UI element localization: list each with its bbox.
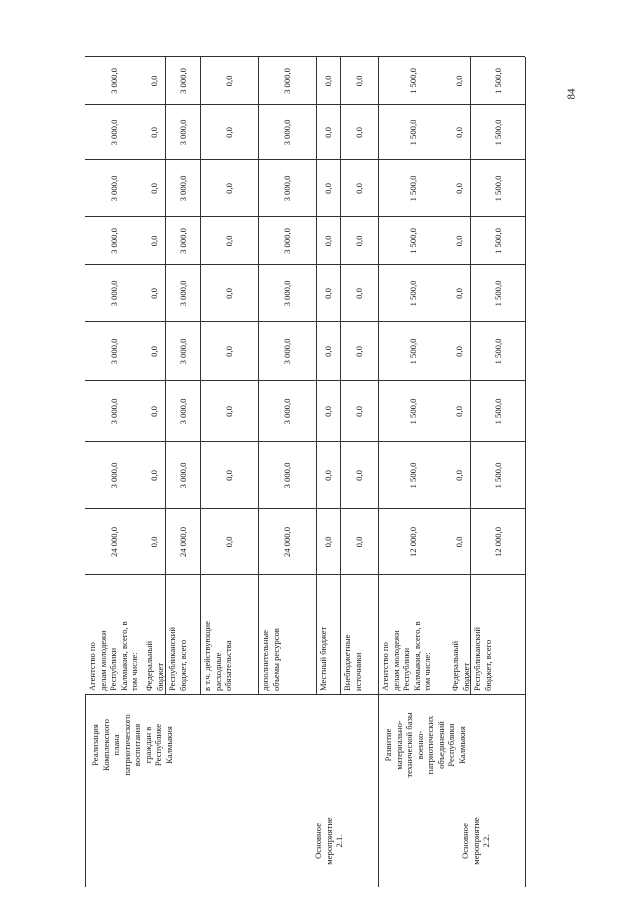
value-cell: 1 500,0: [408, 228, 418, 254]
value-cell: 1 500,0: [408, 175, 418, 202]
row-divider: [525, 57, 526, 695]
value-cell: 12 000,0: [492, 526, 503, 558]
source-label: Федеральный бюджет: [144, 640, 165, 691]
value-cell: 12 000,0: [408, 526, 418, 558]
value-cell: 0,0: [354, 183, 364, 194]
value-cell: 0,0: [454, 235, 464, 247]
value-cell: 0,0: [148, 288, 159, 299]
value-cell: 0,0: [148, 406, 159, 417]
row-divider: [378, 57, 379, 695]
value-cell: 0,0: [454, 75, 464, 87]
value-cell: 0,0: [323, 127, 333, 138]
value-cell: 3 000,0: [108, 175, 119, 202]
value-cell: 3 000,0: [108, 228, 119, 254]
value-cell: 0,0: [454, 536, 464, 548]
row-divider: [165, 57, 166, 695]
source-label: Агентство по делам молодежи Республики Калмыкия, всего, в том числе:: [380, 621, 432, 691]
value-cell: 0,0: [323, 536, 333, 548]
value-cell: 0,0: [148, 127, 159, 138]
event-name: Реализация Комплексного плана патриотического воспитания граждан в Республике Калмыкия: [90, 714, 174, 776]
value-cell: 0,0: [148, 346, 159, 357]
value-cell: 0,0: [224, 346, 234, 357]
source-label: Федеральный бюджет: [450, 640, 471, 691]
value-cell: 0,0: [354, 406, 364, 417]
value-cell: 3 000,0: [282, 175, 292, 202]
value-cell: 0,0: [323, 288, 333, 299]
value-cell: 3 000,0: [282, 228, 292, 254]
value-cell: 0,0: [454, 127, 464, 138]
source-label: Республиканский бюджет, всего: [167, 627, 188, 691]
row-divider: [258, 57, 259, 695]
value-cell: 3 000,0: [177, 68, 188, 94]
source-label: дополнительные объемы ресурсов: [260, 628, 281, 691]
value-cell: 0,0: [148, 536, 159, 548]
value-cell: 0,0: [454, 470, 464, 481]
value-cell: 0,0: [454, 183, 464, 194]
event-label: Основное мероприятие 2.1.: [313, 817, 344, 865]
source-label: Внебюджетные источники: [342, 634, 363, 691]
value-cell: 3 000,0: [177, 280, 188, 307]
value-cell: 0,0: [323, 235, 333, 247]
value-cell: 3 000,0: [282, 338, 292, 365]
row-divider: [340, 57, 341, 695]
event-name: Развитие материально- технической базы военно- патриотических объединений Республики Калмыкия: [383, 712, 467, 778]
value-cell: 0,0: [354, 75, 364, 87]
value-cell: 0,0: [354, 288, 364, 299]
value-cell: 1 500,0: [408, 462, 418, 489]
source-label: Местный бюджет: [318, 626, 328, 691]
column-divider: [85, 508, 525, 509]
value-cell: 0,0: [224, 235, 234, 247]
value-cell: 0,0: [354, 470, 364, 481]
value-cell: 1 500,0: [492, 338, 503, 365]
value-cell: 0,0: [323, 346, 333, 357]
value-cell: 3 000,0: [282, 398, 292, 425]
value-cell: 0,0: [148, 75, 159, 87]
value-cell: 0,0: [454, 346, 464, 357]
value-cell: 1 500,0: [492, 462, 503, 489]
value-cell: 1 500,0: [408, 280, 418, 307]
value-cell: 0,0: [454, 288, 464, 299]
value-cell: 0,0: [454, 406, 464, 417]
source-label: Агентство по делам молодежи Республики Калмыкия, всего, в том числе:: [87, 621, 139, 691]
value-cell: 1 500,0: [408, 338, 418, 365]
value-cell: 3 000,0: [177, 119, 188, 146]
value-cell: 3 000,0: [282, 280, 292, 307]
value-cell: 3 000,0: [108, 398, 119, 425]
value-cell: 0,0: [224, 470, 234, 481]
value-cell: 24 000,0: [177, 526, 188, 558]
value-cell: 0,0: [224, 75, 234, 87]
value-cell: 0,0: [323, 406, 333, 417]
page-number: 84: [565, 88, 578, 100]
event-label: Основное мероприятие 2.2.: [460, 817, 491, 865]
value-cell: 1 500,0: [492, 119, 503, 146]
value-cell: 1 500,0: [408, 119, 418, 146]
value-cell: 0,0: [323, 75, 333, 87]
value-cell: 3 000,0: [177, 398, 188, 425]
value-cell: 3 000,0: [177, 228, 188, 254]
value-cell: 3 000,0: [282, 462, 292, 489]
value-cell: 0,0: [224, 288, 234, 299]
value-cell: 3 000,0: [108, 338, 119, 365]
row-divider: [200, 57, 201, 695]
value-cell: 0,0: [224, 183, 234, 194]
value-cell: 1 500,0: [492, 175, 503, 202]
value-cell: 3 000,0: [177, 175, 188, 202]
value-cell: 0,0: [323, 470, 333, 481]
value-cell: 24 000,0: [282, 526, 292, 558]
row-divider: [316, 57, 317, 695]
value-cell: 1 500,0: [492, 398, 503, 425]
group-divider: [378, 695, 379, 887]
value-cell: 3 000,0: [282, 119, 292, 146]
value-cell: 24 000,0: [108, 526, 119, 558]
value-cell: 0,0: [148, 235, 159, 247]
value-cell: 0,0: [148, 183, 159, 194]
value-cell: 1 500,0: [408, 398, 418, 425]
column-divider: [85, 441, 525, 442]
value-cell: 0,0: [148, 470, 159, 481]
value-cell: 1 500,0: [492, 68, 503, 94]
value-cell: 0,0: [323, 183, 333, 194]
value-cell: 0,0: [354, 536, 364, 548]
value-cell: 1 500,0: [492, 228, 503, 254]
value-cell: 0,0: [354, 346, 364, 357]
value-cell: 0,0: [224, 536, 234, 548]
value-cell: 3 000,0: [108, 462, 119, 489]
value-cell: 1 500,0: [492, 280, 503, 307]
table-bottom-line: [525, 695, 526, 887]
source-label: Республиканский бюджет, всего: [472, 627, 493, 691]
value-cell: 0,0: [224, 127, 234, 138]
value-cell: 0,0: [224, 406, 234, 417]
value-cell: 3 000,0: [282, 68, 292, 94]
column-divider: [85, 574, 525, 575]
value-cell: 3 000,0: [108, 68, 119, 94]
value-cell: 3 000,0: [108, 119, 119, 146]
column-divider: [85, 380, 525, 381]
value-cell: 1 500,0: [408, 68, 418, 94]
table-top-line: [85, 695, 86, 887]
value-cell: 3 000,0: [108, 280, 119, 307]
value-cell: 3 000,0: [177, 338, 188, 365]
value-cell: 0,0: [354, 127, 364, 138]
value-cell: 3 000,0: [177, 462, 188, 489]
source-label: в т.ч. действующие расходные обязательства: [202, 621, 233, 691]
value-cell: 0,0: [354, 235, 364, 247]
